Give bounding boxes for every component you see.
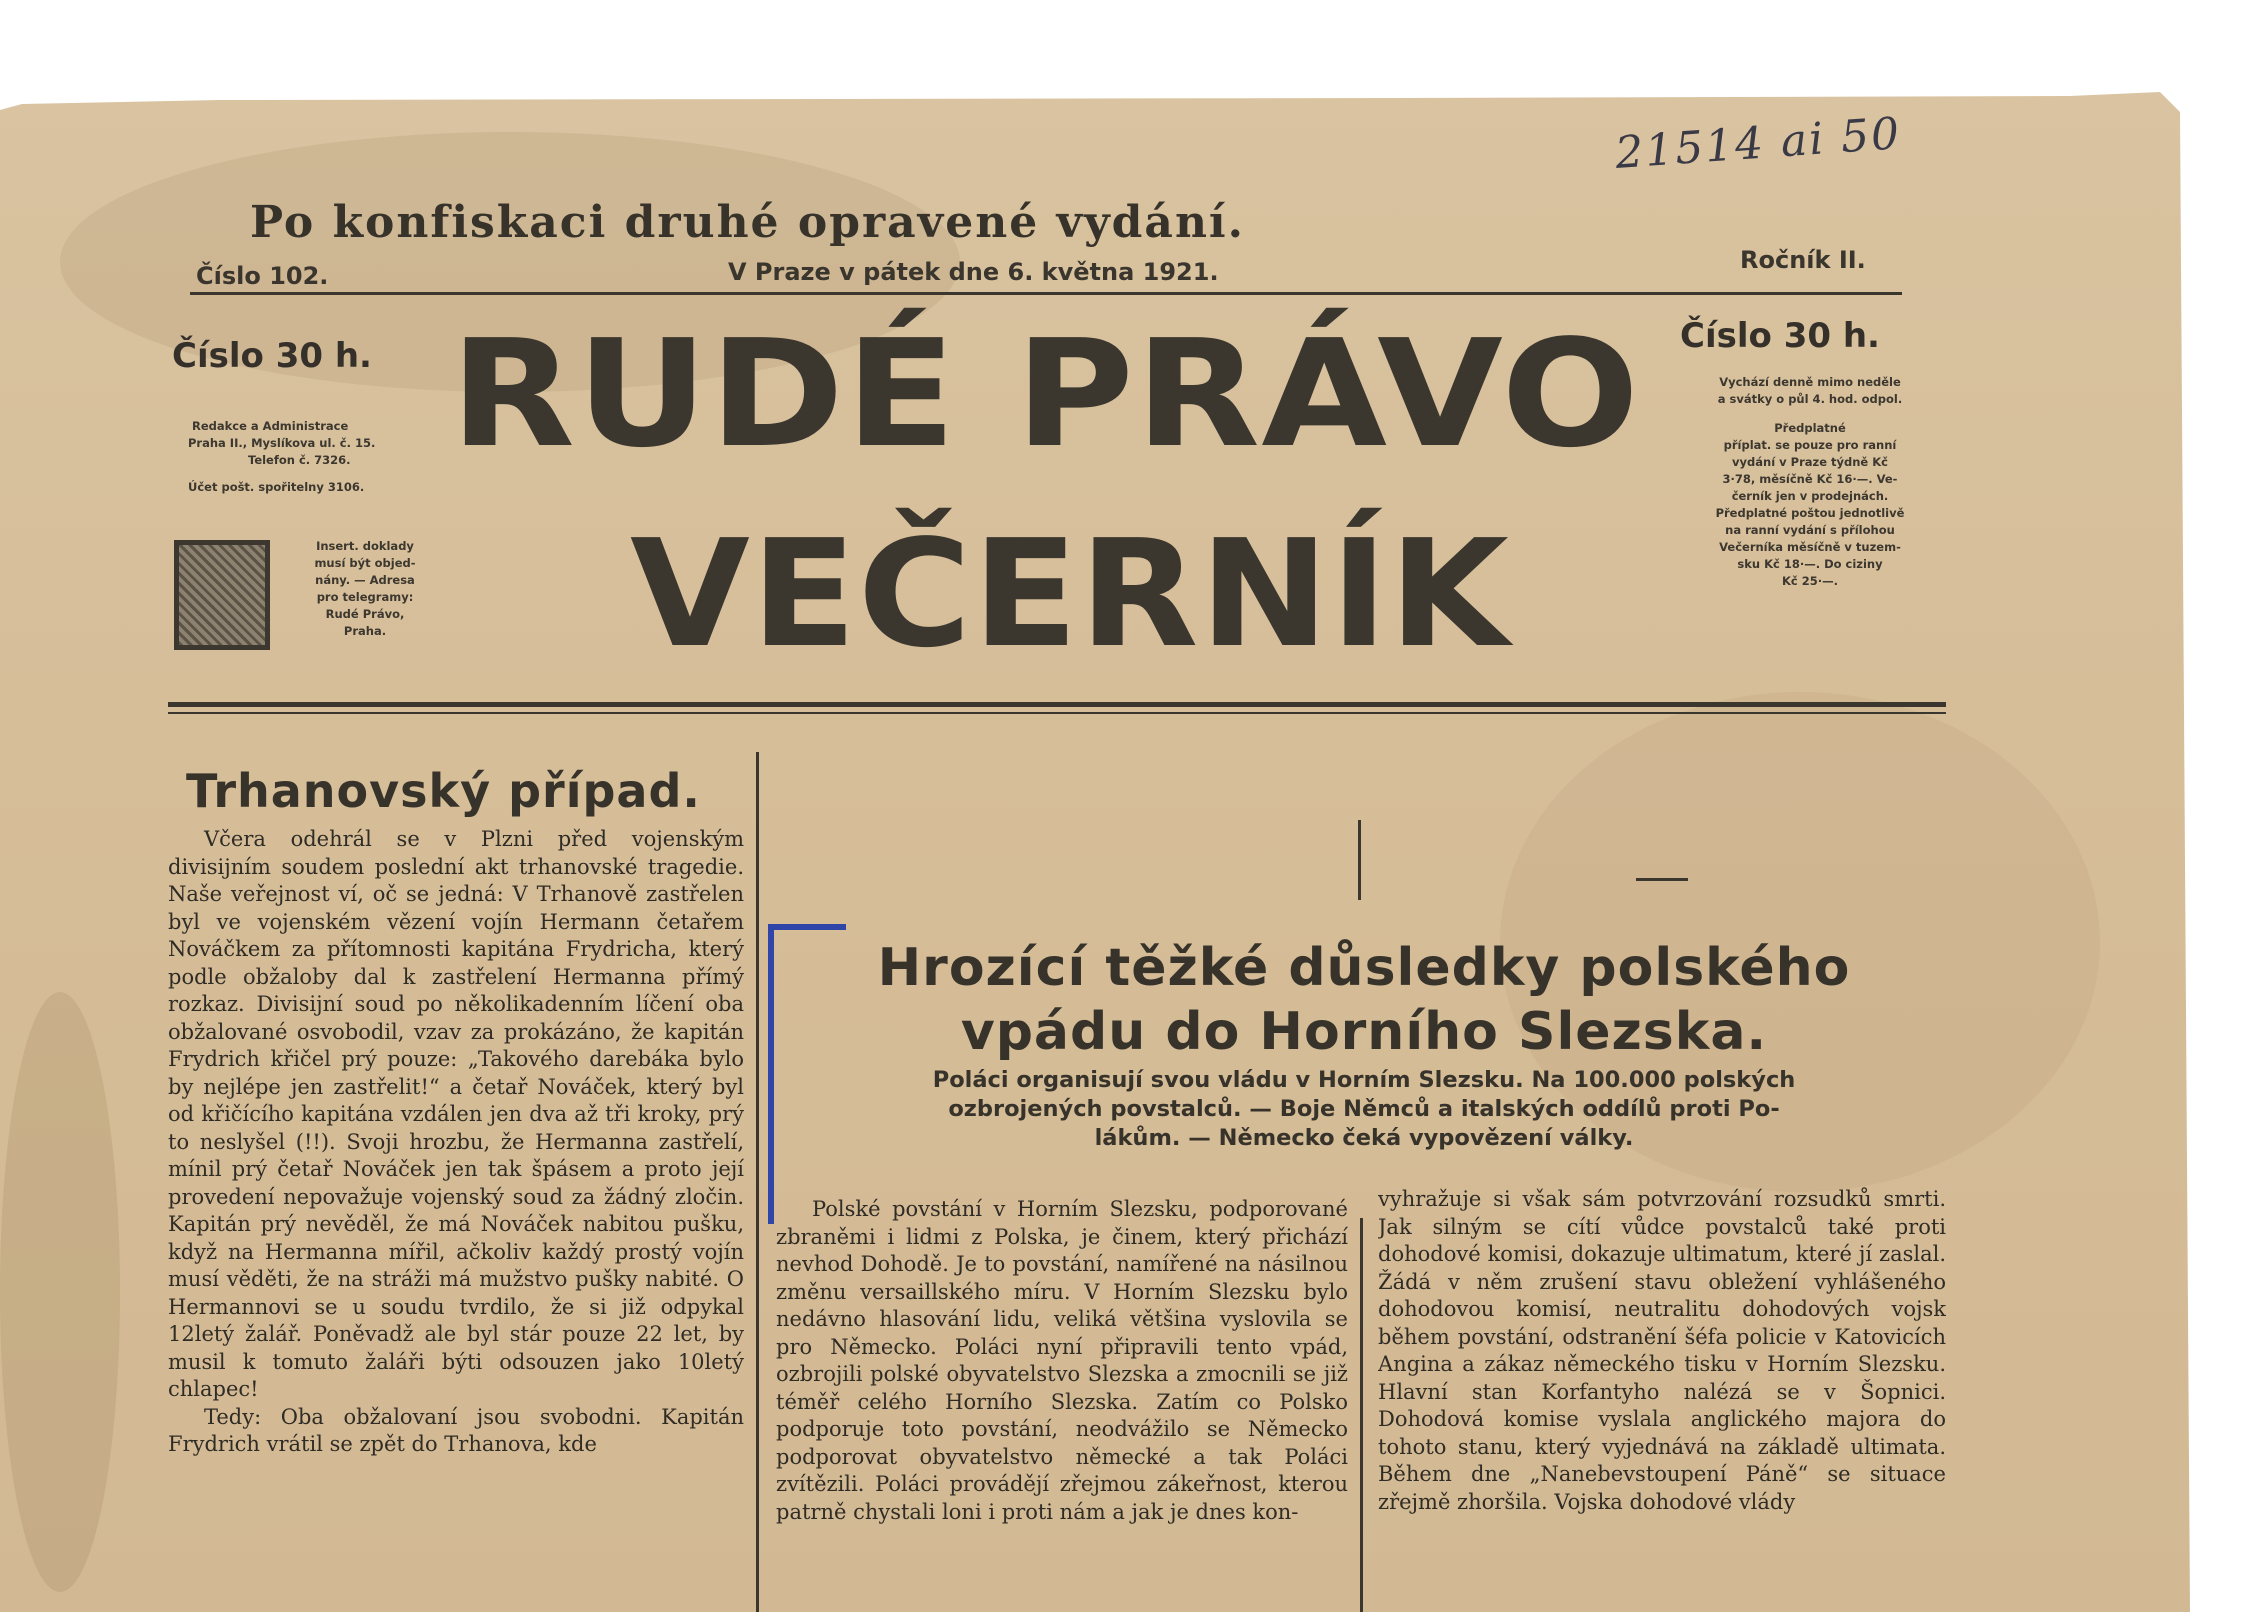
article-paragraph: vyhražuje si však sám potvrzování rozsudků smrti. Jak silným se cítí vůdce povstalců také proti dohodové komisi, dokazuje ultimatum, které jí zaslal. Žádá v něm zrušení stavu obležení vyhlášeného dohodovou komisí, neutralitu dohodových vojsk během povstání, odstranění šéfa policie v Katovicích Angina a zákaz německého tisku v Horním Slezsku. Hlavní stan Korfantyho nalézá se v Šopnici. Dohodová komise vyslala anglického majora do tohoto stanu, který vyjednává na základě ultimata. Během dne „Nanebevstoupení Páně“ se situace zřejmě zhoršila. Vojska dohodové vlády <box>1378 1187 1946 1514</box>
subscription-line: Předplatné poštou jednotlivě <box>1715 506 1905 520</box>
article-title-main-line-2: vpádu do Horního Slezska. <box>960 1002 1768 1062</box>
edition-note: Po konfiskaci druhé opravené vydání. <box>250 197 1245 248</box>
column-rule <box>756 752 759 1612</box>
masthead-line-1: RUDÉ PRÁVO <box>450 308 1641 480</box>
subhead-line: lákům. — Německo čeká vypovězení války. <box>1094 1125 1634 1151</box>
column-rule <box>1360 1218 1363 1612</box>
subscription-line: vydání v Praze týdně Kč <box>1732 455 1888 469</box>
handwritten-note: 21514 ai 50 <box>1613 108 1903 179</box>
office-address-2: Telefon č. 7326. <box>248 453 351 467</box>
insert-note-line: nány. — Adresa <box>315 573 415 587</box>
office-info <box>188 418 428 496</box>
issue-number: Číslo 102. <box>196 262 329 290</box>
subscription-line: Večerníka měsíčně v tuzem- <box>1719 540 1901 554</box>
volume-label: Ročník II. <box>1740 246 1866 274</box>
article-body-left <box>168 826 744 1612</box>
article-paragraph: Tedy: Oba obžalovaní jsou svobodni. Kapitán Frydrich vrátil se zpět do Trhanova, kde <box>168 1404 744 1456</box>
subscription-line: příplat. se pouze pro ranní <box>1723 438 1897 452</box>
subhead-line: Poláci organisují svou vládu v Horním Slezsku. Na 100.000 polských <box>932 1067 1796 1093</box>
blue-pencil-mark <box>768 924 846 930</box>
office-label: Redakce a Administrace <box>192 419 349 433</box>
publication-info <box>1680 374 1940 590</box>
subscription-line: Kč 25·—. <box>1782 574 1838 588</box>
published-line: Vychází denně mimo neděle <box>1719 375 1901 389</box>
office-address-1: Praha II., Myslíkova ul. č. 15. <box>188 436 376 450</box>
header-rule <box>190 292 1902 295</box>
article-subheads <box>772 1066 1956 1153</box>
subscription-line: na ranní vydání s přílohou <box>1725 523 1895 537</box>
insert-note-line: musí být objed- <box>314 556 416 570</box>
published-line: a svátky o půl 4. hod. odpol. <box>1717 392 1903 406</box>
article-title-main-line-1: Hrozící těžké důsledky polského <box>877 938 1851 998</box>
subscription-line: sku Kč 18·—. Do ciziny <box>1737 557 1883 571</box>
insert-note-line: Praha. <box>343 624 387 638</box>
subscription-line: 3·78, měsíčně Kč 16·—. Ve- <box>1722 472 1898 486</box>
postal-account: Účet pošt. spořitelny 3106. <box>188 480 365 494</box>
insert-note-line: Insert. doklady <box>316 539 414 553</box>
subhead-line: ozbrojených povstalců. — Boje Němců a italských oddílů proti Po- <box>948 1096 1780 1122</box>
publisher-stamp-icon <box>174 540 270 650</box>
article-body-main-column-2 <box>1378 1186 1946 1612</box>
paper-stain <box>0 992 120 1592</box>
short-rule <box>1636 878 1688 881</box>
article-body-main-column-1 <box>776 1196 1348 1612</box>
subscription-line: černík jen v prodejnách. <box>1731 489 1889 503</box>
article-paragraph: Polské povstání v Horním Slezsku, podporované zbraněmi i lidmi z Polska, je činem, který přichází nevhod Dohodě. Je to povstání, namířené na násilnou změnu versaillského míru. V Horním Slezsku bylo nedávno hlasování lidu, veliká většina vyslovila se pro Německo. Poláci nyní připravili tento vpád, ozbrojili polské obyvatelstvo Slezska a zmocnili se již téměř celého Horního Slezska. Zatím co Polsko podporuje toto povstání, neodvážilo se Německo podporovat obyvatelstvo německé a tak Poláci zvítězili. Poláci provádějí zřejmou zákeřnost, kterou patrně chystali loni i proti nám a jak je dnes kon- <box>776 1197 1348 1524</box>
masthead-line-2: VEČERNÍK <box>630 508 1510 680</box>
subscription-heading: Předplatné <box>1774 421 1846 435</box>
masthead-rule-thin <box>168 712 1946 714</box>
insert-note <box>290 538 440 640</box>
insert-note-line: pro telegramy: <box>316 590 414 604</box>
price-left: Číslo 30 h. <box>172 336 372 376</box>
price-right: Číslo 30 h. <box>1680 316 1880 356</box>
insert-note-line: Rudé Právo, <box>325 607 405 621</box>
column-rule-fragment <box>1358 820 1361 900</box>
dateline: V Praze v pátek dne 6. května 1921. <box>728 258 1219 286</box>
article-title-left: Trhanovský případ. <box>186 764 701 818</box>
masthead-rule-thick <box>168 702 1946 707</box>
article-paragraph: Včera odehrál se v Plzni před vojenským divisijním soudem poslední akt trhanovské tragedie. Naše veřejnost ví, oč se jedná: V Trhanově zastřelen byl ve vojenském vězení vojín Hermann četařem Nováčkem za přítomnosti kapitána Frydricha, který podle obžaloby dal k zastřelení Hermanna přímý rozkaz. Divisijní soud po několikadenním líčení oba obžalované osvobodil, vzav za prokázáno, že kapitán Frydrich křičel prý pouze: „Takového darebáka bylo by nejlépe jen zastřelit!“ a četař Nováček, který byl od křičícího kapitána vzdálen jen dva až tři kroky, prý to neslyšel (!!). Svoji hrozbu, že Hermanna zastřelí, mínil prý četař Nováček jen tak špásem a proto její provedení nepovažuje vojenský soud za žádný zločin. Kapitán prý nevěděl, že má Nováček nabitou pušku, když na Hermanna mířil, ačkoliv každý prostý vojín musí věděti, že na stráži má mužstvo pušky nabité. O Hermannovi se u soudu tvrdilo, že si již odpykal 12letý žalář. Poněvadž ale byl stár pouze 22 let, by musil k tomuto žaláři býti odsouzen jako 10letý chlapec! <box>168 827 744 1401</box>
